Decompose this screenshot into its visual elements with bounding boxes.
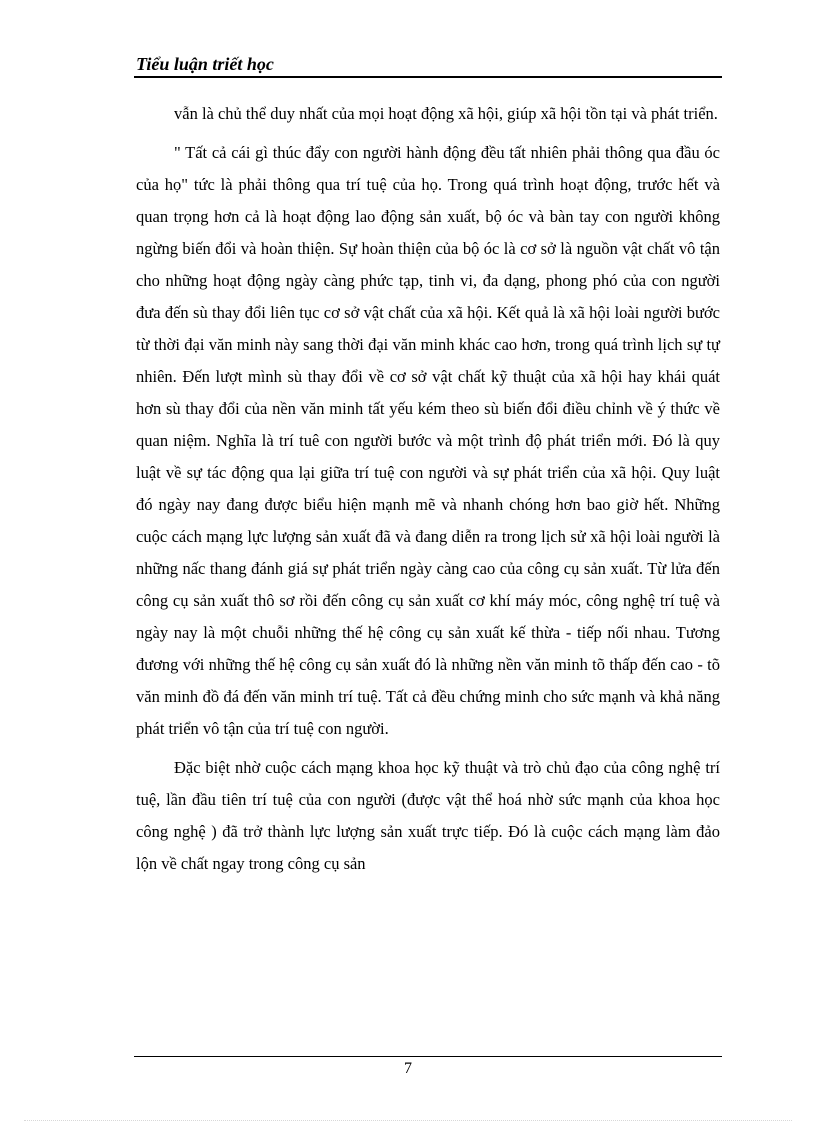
page-header [134, 50, 722, 78]
paragraph-2: " Tất cả cái gì thúc đẩy con người hành động đều tất nhiên phải thông qua đầu óc của họ" tức là phải thông qua trí tuệ của họ. Trong quá trình hoạt động, trước hết và quan trọng hơn cả là hoạt động lao động sản xuất, bộ óc và bàn tay con người không ngừng biến đổi và hoàn thiện. Sự hoàn thiện của bộ óc là cơ sở là nguồn vật chất vô tận cho những hoạt động ngày càng phức tạp, tinh vi, đa dạng, phong phó của con người đưa đến sù thay đổi liên tục cơ sở vật chất của xã hội. Kết quả là xã hội loài người bước từ thời đại văn minh này sang thời đại văn minh khác cao hơn, trong quá trình lịch sự tự nhiên. Đến lượt mình sù thay đổi về cơ sở vật chất kỹ thuật của xã hội hay khái quát hơn sù thay đổi của nền văn minh tất yếu kém theo sù biến đổi điều chỉnh về ý thức về quan niệm. Nghĩa là trí tuê con người bước và một trình độ phát triển mới. Đó là quy luật về sự tác động qua lại giữa trí tuệ con người và sự phát triển của xã hội. Quy luật đó ngày nay đang được biểu hiện mạnh mẽ và nhanh chóng hơn bao giờ hết. Những cuộc cách mạng lực lượng sản xuất đã và đang diễn ra trong lịch sử xã hội loài người là những nấc thang đánh giá sự phát triển ngày càng cao của công cụ sản xuất. Từ lửa đến công cụ sản xuất thô sơ rồi đến công cụ sản xuất cơ khí máy móc, công nghệ trí tuệ và ngày nay là một chuỗi những thế hệ công cụ sản xuất kế thừa - tiếp nối nhau. Tương đương với những thế hệ công cụ sản xuất đó là những nền văn minh tõ thấp đến cao - tõ văn minh đồ đá đến văn minh trí tuệ. Tất cả đều chứng minh cho sức mạnh và khả năng phát triển vô tận của trí tuệ con người. [136, 143, 720, 738]
header-title: Tiểu luận triết học [136, 54, 274, 74]
paragraph-continuation: vẫn là chủ thể duy nhất của mọi hoạt động xã hội, giúp xã hội tồn tại và phát triển. [174, 104, 718, 123]
page-edge-divider [24, 1120, 792, 1121]
paragraph-3: Đặc biệt nhờ cuộc cách mạng khoa học kỹ thuật và trò chủ đạo của công nghệ trí tuệ, lần đầu tiên trí tuệ của con người (được vật thể hoá nhờ sức mạnh của khoa học công nghệ ) đã trở thành lực lượng sản xuất trực tiếp. Đó là cuộc cách mạng làm đảo lộn về chất ngay trong công cụ sản [136, 758, 720, 873]
header-rule [134, 76, 722, 78]
footer-rule [134, 1056, 722, 1057]
page-number: 7 [404, 1060, 412, 1077]
body-text [136, 98, 720, 887]
